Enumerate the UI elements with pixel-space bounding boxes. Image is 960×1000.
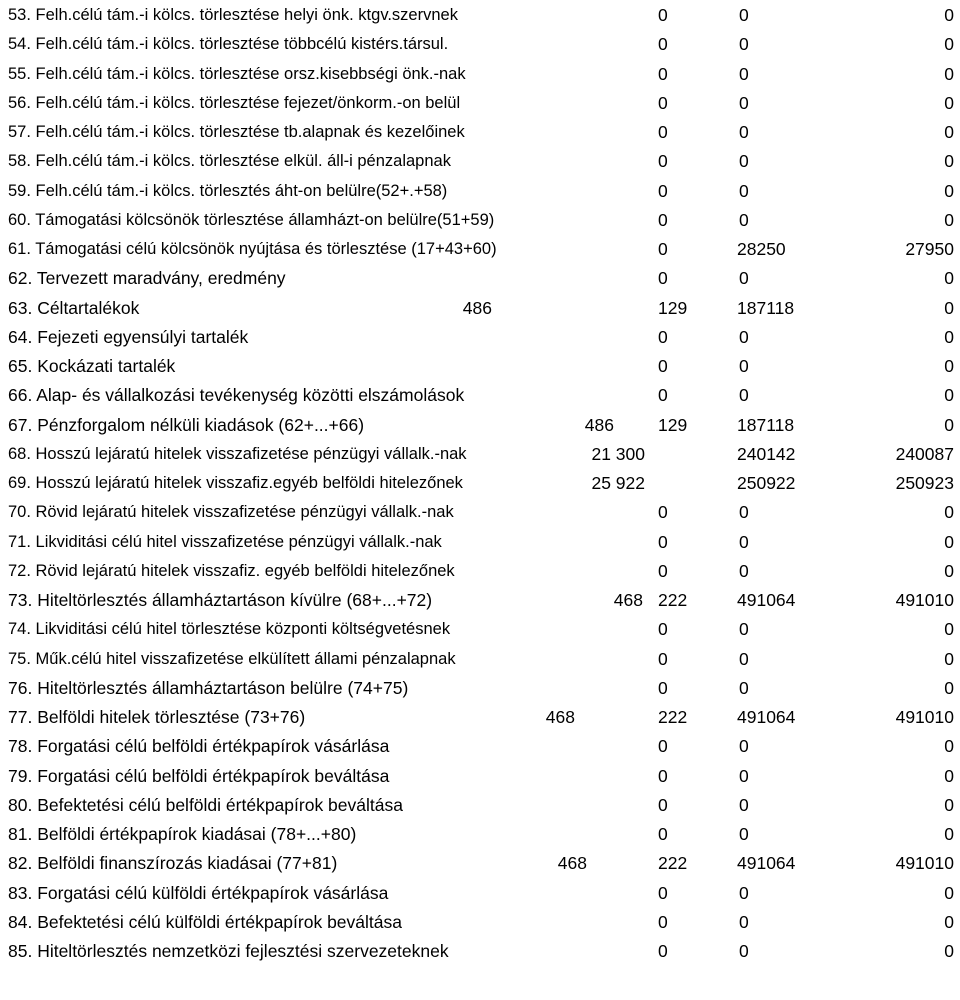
value-col-3: 0 xyxy=(739,5,749,25)
value-col-2: 0 xyxy=(658,736,668,757)
value-col-2: 0 xyxy=(658,356,668,376)
table-row xyxy=(0,147,960,175)
value-col-2: 0 xyxy=(658,239,668,259)
value-col-3: 0 xyxy=(739,180,749,201)
value-col-4: 0 xyxy=(944,794,954,815)
value-col-4: 0 xyxy=(944,648,954,669)
value-col-4: 0 xyxy=(944,765,954,786)
row-label: 72. Rövid lejáratú hitelek visszafiz. egyéb belföldi hitelezőnek xyxy=(8,561,455,580)
value-col-3: 250922 xyxy=(737,473,796,493)
value-col-3: 187118 xyxy=(737,297,795,318)
value-col-3: 28250 xyxy=(737,239,786,259)
value-col-3: 0 xyxy=(739,34,749,55)
row-label: 80. Befektetési célú belföldi értékpapírok beváltása xyxy=(8,794,403,815)
table-row xyxy=(0,849,960,877)
table-row xyxy=(0,674,960,702)
row-label: 77. Belföldi hitelek törlesztése (73+76) xyxy=(8,707,306,727)
row-label: 59. Felh.célú tám.-i kölcs. törlesztés áht-on belülre(52+.+58) xyxy=(8,181,448,200)
value-col-3: 0 xyxy=(739,326,749,347)
table-row xyxy=(0,879,960,907)
value-col-3: 240142 xyxy=(737,443,796,464)
table-row xyxy=(0,60,960,88)
value-col-2: 0 xyxy=(658,502,668,523)
value-col-3: 0 xyxy=(739,385,749,406)
value-col-4: 0 xyxy=(944,414,954,435)
value-col-2: 0 xyxy=(658,531,668,552)
value-col-4: 0 xyxy=(944,326,954,347)
value-col-4: 491010 xyxy=(895,853,954,874)
value-col-4: 0 xyxy=(944,941,954,961)
row-label: 63. Céltartalékok xyxy=(8,297,140,318)
value-col-2: 0 xyxy=(658,824,668,844)
value-col-4: 0 xyxy=(944,209,954,230)
value-col-2: 129 xyxy=(658,414,688,435)
value-col-2: 0 xyxy=(658,326,668,347)
value-col-3: 0 xyxy=(739,941,749,961)
value-col-2: 0 xyxy=(658,180,668,201)
row-label: 81. Belföldi értékpapírok kiadásai (78+...+80) xyxy=(8,824,357,844)
row-label: 56. Felh.célú tám.-i kölcs. törlesztése fejezet/önkorm.-on belül xyxy=(8,93,461,112)
value-col-2: 129 xyxy=(658,297,688,318)
table-row xyxy=(0,615,960,643)
row-label: 57. Felh.célú tám.-i kölcs. törlesztése tb.alapnak és kezelőinek xyxy=(8,123,465,141)
row-label: 79. Forgatási célú belföldi értékpapírok beváltása xyxy=(8,765,390,786)
table-row xyxy=(0,235,960,263)
value-col-1: 468 xyxy=(613,590,643,610)
row-label: 69. Hosszú lejáratú hitelek visszafiz.egyéb belföldi hitelezőnek xyxy=(8,474,463,492)
row-label: 83. Forgatási célú külföldi értékpapírok vásárlása xyxy=(8,882,389,903)
value-col-2: 0 xyxy=(658,677,668,698)
value-col-2: 0 xyxy=(658,151,668,172)
row-label: 85. Hiteltörlesztés nemzetközi fejlesztési szervezeteknek xyxy=(8,941,449,961)
value-col-2: 0 xyxy=(658,794,668,815)
value-col-4: 0 xyxy=(944,122,954,142)
table-row xyxy=(0,820,960,848)
table-row xyxy=(0,469,960,497)
value-col-2: 0 xyxy=(658,63,668,84)
value-col-4: 0 xyxy=(944,297,954,318)
value-col-4: 0 xyxy=(944,911,954,932)
table-row xyxy=(0,645,960,673)
table-row xyxy=(0,294,960,322)
value-col-4: 0 xyxy=(944,356,954,376)
value-col-4: 0 xyxy=(944,677,954,698)
value-col-3: 0 xyxy=(739,619,749,640)
value-col-4: 0 xyxy=(944,560,954,581)
row-label: 55. Felh.célú tám.-i kölcs. törlesztése orsz.kisebbségi önk.-nak xyxy=(8,64,466,83)
value-col-3: 0 xyxy=(739,677,749,698)
value-col-2: 0 xyxy=(658,34,668,55)
value-col-2: 0 xyxy=(658,209,668,230)
row-label: 53. Felh.célú tám.-i kölcs. törlesztése helyi önk. ktgv.szervnek xyxy=(8,6,458,24)
value-col-4: 491010 xyxy=(895,707,954,727)
value-col-3: 491064 xyxy=(737,590,796,610)
value-col-4: 0 xyxy=(944,5,954,25)
value-col-4: 0 xyxy=(944,180,954,201)
value-col-3: 187118 xyxy=(737,414,795,435)
value-col-4: 0 xyxy=(944,502,954,523)
value-col-3: 0 xyxy=(739,531,749,552)
row-label: 78. Forgatási célú belföldi értékpapírok vásárlása xyxy=(8,736,390,757)
table-row xyxy=(0,1,960,29)
value-col-3: 0 xyxy=(739,824,749,844)
table-row xyxy=(0,937,960,965)
row-label: 67. Pénzforgalom nélküli kiadások (62+...+66) xyxy=(8,414,365,435)
row-label: 82. Belföldi finanszírozás kiadásai (77+81) xyxy=(8,853,338,874)
value-col-3: 0 xyxy=(739,794,749,815)
value-col-1: 486 xyxy=(584,414,614,435)
value-col-4: 0 xyxy=(944,385,954,406)
value-col-1: 486 xyxy=(462,297,492,318)
value-col-2: 222 xyxy=(658,590,688,610)
table-row xyxy=(0,89,960,117)
table-row xyxy=(0,528,960,556)
value-col-4: 27950 xyxy=(905,239,954,259)
value-col-2: 0 xyxy=(658,92,668,113)
value-col-3: 0 xyxy=(739,92,749,113)
table-row xyxy=(0,703,960,731)
value-col-2: 0 xyxy=(658,619,668,640)
row-label: 65. Kockázati tartalék xyxy=(8,356,176,376)
row-label: 61. Támogatási célú kölcsönök nyújtása és törlesztése (17+43+60) xyxy=(8,240,497,258)
value-col-2: 0 xyxy=(658,648,668,669)
value-col-4: 0 xyxy=(944,268,954,289)
value-col-4: 240087 xyxy=(895,443,954,464)
value-col-2: 0 xyxy=(658,765,668,786)
value-col-3: 0 xyxy=(739,356,749,376)
table-row xyxy=(0,498,960,526)
value-col-3: 0 xyxy=(739,882,749,903)
value-col-4: 0 xyxy=(944,882,954,903)
row-label: 73. Hiteltörlesztés államháztartáson kívülre (68+...+72) xyxy=(8,590,433,610)
value-col-4: 0 xyxy=(944,151,954,172)
row-label: 54. Felh.célú tám.-i kölcs. törlesztése többcélú kistérs.társul. xyxy=(8,35,449,54)
row-label: 58. Felh.célú tám.-i kölcs. törlesztése elkül. áll-i pénzalapnak xyxy=(8,152,451,171)
value-col-4: 0 xyxy=(944,34,954,55)
value-col-3: 0 xyxy=(739,502,749,523)
table-row xyxy=(0,586,960,614)
row-label: 66. Alap- és vállalkozási tevékenység közötti elszámolások xyxy=(8,385,465,406)
value-col-2: 0 xyxy=(658,911,668,932)
value-col-4: 491010 xyxy=(895,590,954,610)
row-label: 60. Támogatási kölcsönök törlesztése államházt-on belülre(51+59) xyxy=(8,210,495,229)
value-col-4: 0 xyxy=(944,824,954,844)
row-label: 74. Likviditási célú hitel törlesztése központi költségvetésnek xyxy=(8,620,451,639)
value-col-3: 0 xyxy=(739,151,749,172)
table-row xyxy=(0,732,960,760)
value-col-3: 0 xyxy=(739,560,749,581)
row-label: 64. Fejezeti egyensúlyi tartalék xyxy=(8,326,249,347)
table-row xyxy=(0,118,960,146)
value-col-3: 491064 xyxy=(737,853,796,874)
value-col-3: 0 xyxy=(739,63,749,84)
value-col-3: 0 xyxy=(739,911,749,932)
table-row xyxy=(0,762,960,790)
value-col-4: 0 xyxy=(944,619,954,640)
value-col-2: 0 xyxy=(658,941,668,961)
table-row xyxy=(0,177,960,205)
table-row xyxy=(0,323,960,351)
table-row xyxy=(0,557,960,585)
table-row xyxy=(0,206,960,234)
table-row xyxy=(0,908,960,936)
table-row xyxy=(0,30,960,58)
value-col-1: 468 xyxy=(545,707,575,727)
value-col-2: 0 xyxy=(658,122,668,142)
value-col-3: 0 xyxy=(739,736,749,757)
value-col-2: 222 xyxy=(658,707,688,727)
value-col-3: 491064 xyxy=(737,707,796,727)
value-col-1: 468 xyxy=(557,853,587,874)
value-col-2: 0 xyxy=(658,560,668,581)
value-col-4: 0 xyxy=(944,63,954,84)
value-col-3: 0 xyxy=(739,648,749,669)
value-col-4: 0 xyxy=(944,92,954,113)
row-label: 70. Rövid lejáratú hitelek visszafizetése pénzügyi vállalk.-nak xyxy=(8,503,454,522)
table-row xyxy=(0,381,960,409)
row-label: 71. Likviditási célú hitel visszafizetése pénzügyi vállalk.-nak xyxy=(8,532,442,551)
row-label: 68. Hosszú lejáratú hitelek visszafizetése pénzügyi vállalk.-nak xyxy=(8,444,467,463)
row-label: 62. Tervezett maradvány, eredmény xyxy=(8,268,286,289)
row-label: 76. Hiteltörlesztés államháztartáson belülre (74+75) xyxy=(8,677,409,698)
value-col-3: 0 xyxy=(739,268,749,289)
value-col-3: 0 xyxy=(739,765,749,786)
table-row xyxy=(0,791,960,819)
table-row xyxy=(0,264,960,292)
row-label: 75. Műk.célú hitel visszafizetése elkülített állami pénzalapnak xyxy=(8,649,456,668)
value-col-4: 250923 xyxy=(895,473,954,493)
value-col-2: 0 xyxy=(658,882,668,903)
table-row xyxy=(0,411,960,439)
value-col-4: 0 xyxy=(944,736,954,757)
table-row xyxy=(0,352,960,380)
value-col-3: 0 xyxy=(739,209,749,230)
value-col-2: 0 xyxy=(658,268,668,289)
row-label: 84. Befektetési célú külföldi értékpapírok beváltása xyxy=(8,911,402,932)
value-col-4: 0 xyxy=(944,531,954,552)
table-row xyxy=(0,440,960,468)
value-col-2: 222 xyxy=(658,853,688,874)
value-col-2: 0 xyxy=(658,5,668,25)
value-col-3: 0 xyxy=(739,122,749,142)
value-col-1: 25 922 xyxy=(591,473,645,493)
value-col-2: 0 xyxy=(658,385,668,406)
value-col-1: 21 300 xyxy=(591,443,645,464)
